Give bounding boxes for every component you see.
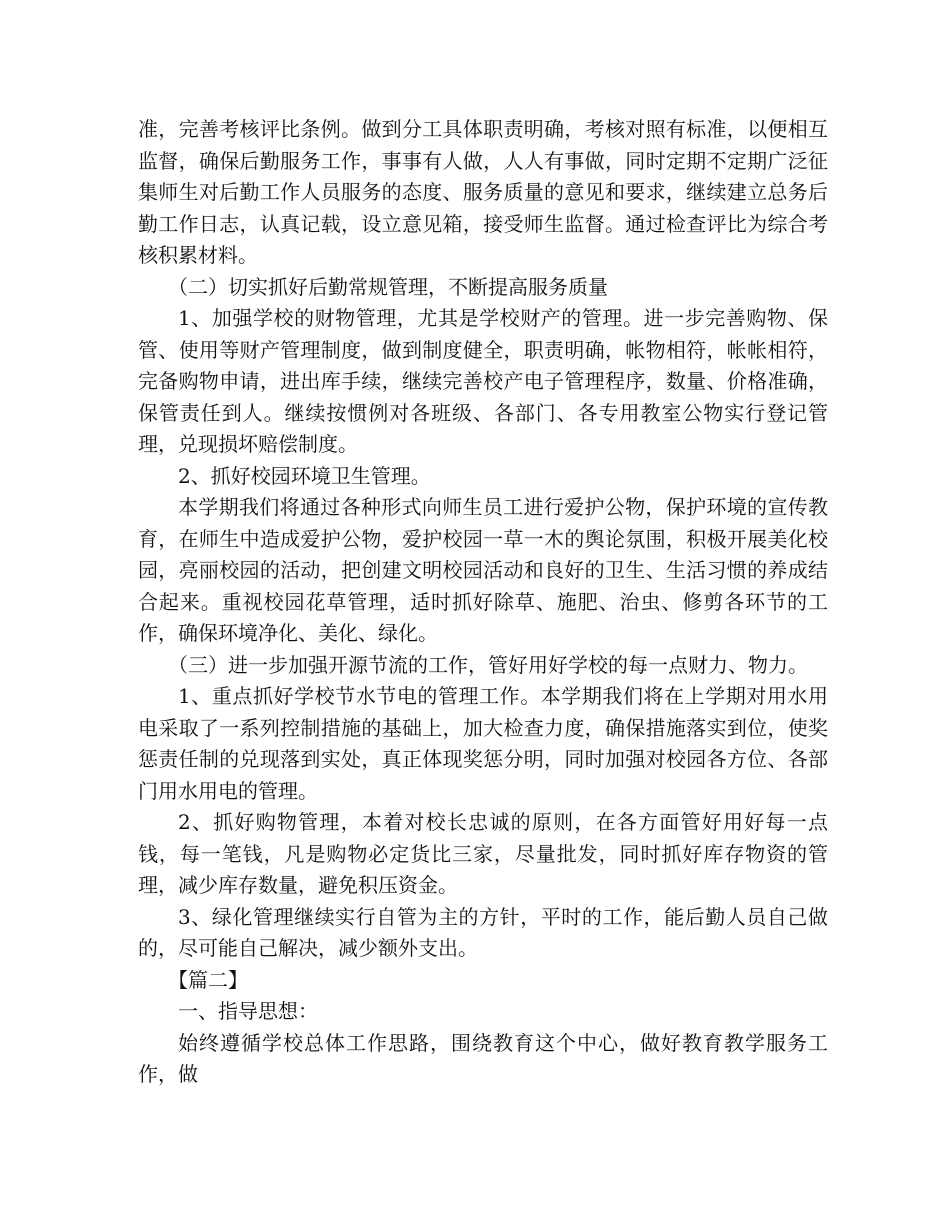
- paragraph-continuation: 准，完善考核评比条例。做到分工具体职责明确，考核对照有标准，以便相互监督，确保后勤服务工作，事事有人做，人人有事做，同时定期不定期广泛征集师生对后勤工作人员服务的态度、服务质量的意见和要求，继续建立总务后勤工作日志，认真记载，设立意见箱，接受师生监督。通过检查评比为综合考核积累材料。: [138, 117, 828, 267]
- section-heading-3: （三）进一步加强开源节流的工作，管好用好学校的每一点财力、物力。: [168, 652, 808, 677]
- paragraph-item-1: 1、重点抓好学校节水节电的管理工作。本学期我们将在上学期对用水用电采取了一系列控制措施的基础上，加大检查力度，确保措施落实到位，使奖惩责任制的兑现落到实处，真正体现奖惩分明，同时加强对校园各方位、各部门用水用电的管理。: [138, 684, 828, 803]
- paragraph-item-1: 1、加强学校的财物管理，尤其是学校财产的管理。进一步完善购物、保管、使用等财产管理制度，做到制度健全，职责明确，帐物相符，帐帐相符，完备购物申请，进出库手续，继续完善校产电子管理程序，数量、价格准确，保管责任到人。继续按惯例对各班级、各部门、各专用教室公物实行登记管理，兑现损坏赔偿制度。: [138, 306, 828, 456]
- part-heading: 【篇二】: [168, 967, 248, 992]
- paragraph-body: 本学期我们将通过各种形式向师生员工进行爱护公物，保护环境的宣传教育，在师生中造成爱护公物，爱护校园一草一木的舆论氛围，积极开展美化校园，亮丽校园的活动，把创建文明校园活动和良好的卫生、生活习惯的养成结合起来。重视校园花草管理，适时抓好除草、施肥、治虫、修剪各环节的工作，确保环境净化、美化、绿化。: [138, 495, 828, 645]
- document-body: [138, 114, 828, 1091]
- paragraph-item-3: 3、绿化管理继续实行自管为主的方针，平时的工作，能后勤人员自己做的，尽可能自己解决，减少额外支出。: [138, 904, 828, 960]
- paragraph-item-2: 2、抓好购物管理，本着对校长忠诚的原则，在各方面管好用好每一点钱，每一笔钱，凡是购物必定货比三家，尽量批发，同时抓好库存物资的管理，减少库存数量，避免积压资金。: [138, 810, 828, 897]
- section-heading-1: 一、指导思想：: [178, 999, 318, 1023]
- paragraph-body: 始终遵循学校总体工作思路，围绕教育这个中心，做好教育教学服务工作，做: [138, 1030, 828, 1086]
- section-heading-2: （二）切实抓好后勤常规管理，不断提高服务质量: [168, 274, 608, 299]
- paragraph-item-2: 2、抓好校园环境卫生管理。: [178, 463, 431, 488]
